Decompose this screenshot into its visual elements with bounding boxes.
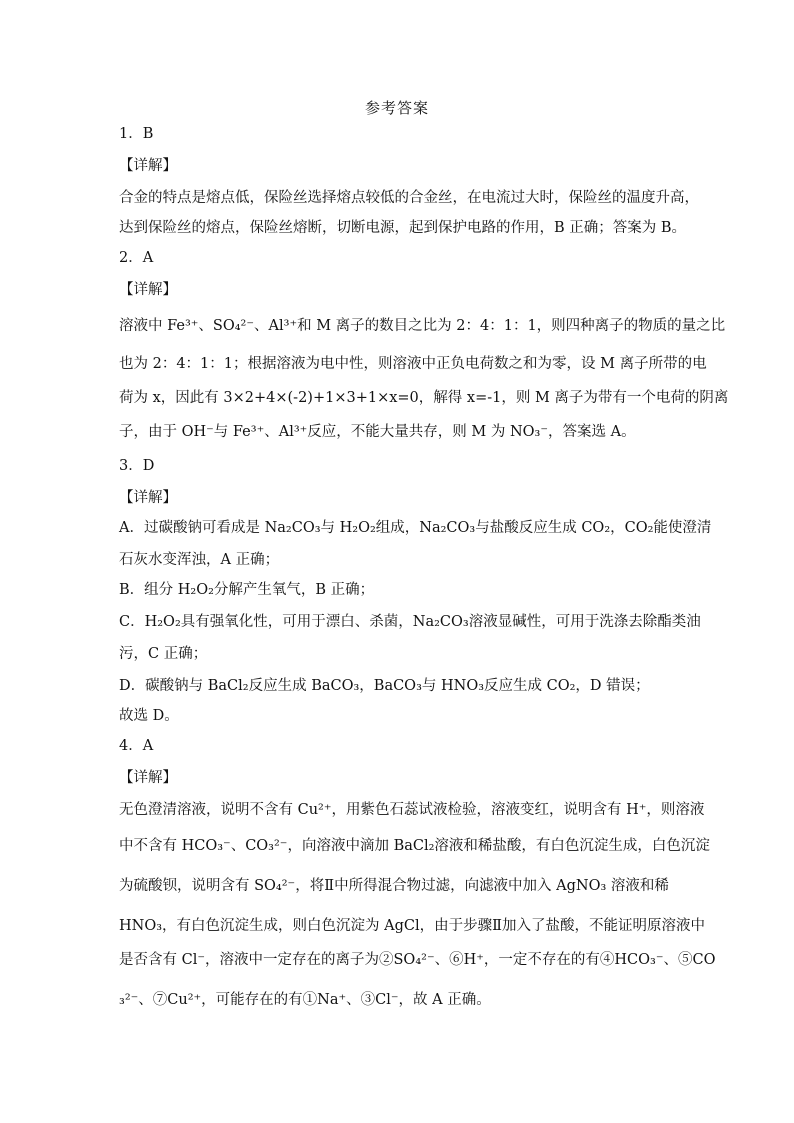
q1-answer: 1．B bbox=[119, 126, 154, 142]
q2-line-3: 荷为 x，因此有 3×2+4×(-2)+1×3+1×x=0，解得 x=-1，则 M 离子为带有一个电荷的阴离 bbox=[119, 390, 729, 406]
q2-detail-label: 【详解】 bbox=[119, 282, 177, 298]
q2-line-1: 溶液中 Fe³⁺、SO₄²⁻、Al³⁺和 M 离子的数目之比为 2：4：1：1，则四种离子的物质的量之比 bbox=[119, 318, 726, 334]
q4-line-6: ₃²⁻、⑦Cu²⁺，可能存在的有①Na⁺、③Cl⁻，故 A 正确。 bbox=[119, 992, 491, 1008]
q3-line-4: C．H₂O₂具有强氧化性，可用于漂白、杀菌，Na₂CO₃溶液显碱性，可用于洗涤去除酯类油 bbox=[119, 614, 701, 630]
q4-line-5: 是否含有 Cl⁻，溶液中一定存在的离子为②SO₄²⁻、⑥H⁺，一定不存在的有④HCO₃⁻、⑤CO bbox=[119, 952, 716, 968]
q4-detail-label: 【详解】 bbox=[119, 770, 177, 786]
q4-answer: 4．A bbox=[119, 738, 154, 754]
q3-line-5: 污，C 正确； bbox=[119, 646, 208, 662]
q1-line-2: 达到保险丝的熔点，保险丝熔断，切断电源，起到保护电路的作用，B 正确；答案为 B。 bbox=[119, 220, 687, 236]
q1-detail-label: 【详解】 bbox=[119, 158, 177, 174]
q3-line-7: 故选 D。 bbox=[119, 708, 179, 724]
q4-line-1: 无色澄清溶液，说明不含有 Cu²⁺，用紫色石蕊试液检验，溶液变红，说明含有 H⁺，则溶液 bbox=[119, 802, 705, 818]
q2-answer: 2．A bbox=[119, 250, 154, 266]
q3-line-1: A．过碳酸钠可看成是 Na₂CO₃与 H₂O₂组成，Na₂CO₃与盐酸反应生成 CO₂，CO₂能使澄清 bbox=[119, 520, 712, 536]
q2-line-2: 也为 2：4：1：1；根据溶液为电中性，则溶液中正负电荷数之和为零，设 M 离子所带的电 bbox=[119, 356, 707, 372]
q4-line-4: HNO₃，有白色沉淀生成，则白色沉淀为 AgCl，由于步骤Ⅱ加入了盐酸，不能证明原溶液中 bbox=[119, 918, 705, 934]
q3-line-2: 石灰水变浑浊，A 正确； bbox=[119, 552, 280, 568]
q4-line-3: 为硫酸钡，说明含有 SO₄²⁻，将Ⅱ中所得混合物过滤，向滤液中加入 AgNO₃ 溶液和稀 bbox=[119, 878, 669, 894]
page-title: 参考答案 bbox=[364, 99, 429, 117]
q3-answer: 3．D bbox=[119, 458, 155, 474]
q3-line-6: D．碳酸钠与 BaCl₂反应生成 BaCO₃，BaCO₃与 HNO₃反应生成 CO₂，D 错误； bbox=[119, 678, 650, 694]
q3-detail-label: 【详解】 bbox=[119, 490, 177, 506]
q2-line-4: 子，由于 OH⁻与 Fe³⁺、Al³⁺反应，不能大量共存，则 M 为 NO₃⁻，答案选 A。 bbox=[119, 424, 636, 440]
q3-line-3: B．组分 H₂O₂分解产生氧气，B 正确； bbox=[119, 582, 375, 598]
q1-line-1: 合金的特点是熔点低，保险丝选择熔点较低的合金丝，在电流过大时，保险丝的温度升高， bbox=[119, 190, 699, 206]
q4-line-2: 中不含有 HCO₃⁻、CO₃²⁻，向溶液中滴加 BaCl₂溶液和稀盐酸，有白色沉淀生成，白色沉淀 bbox=[119, 838, 710, 854]
